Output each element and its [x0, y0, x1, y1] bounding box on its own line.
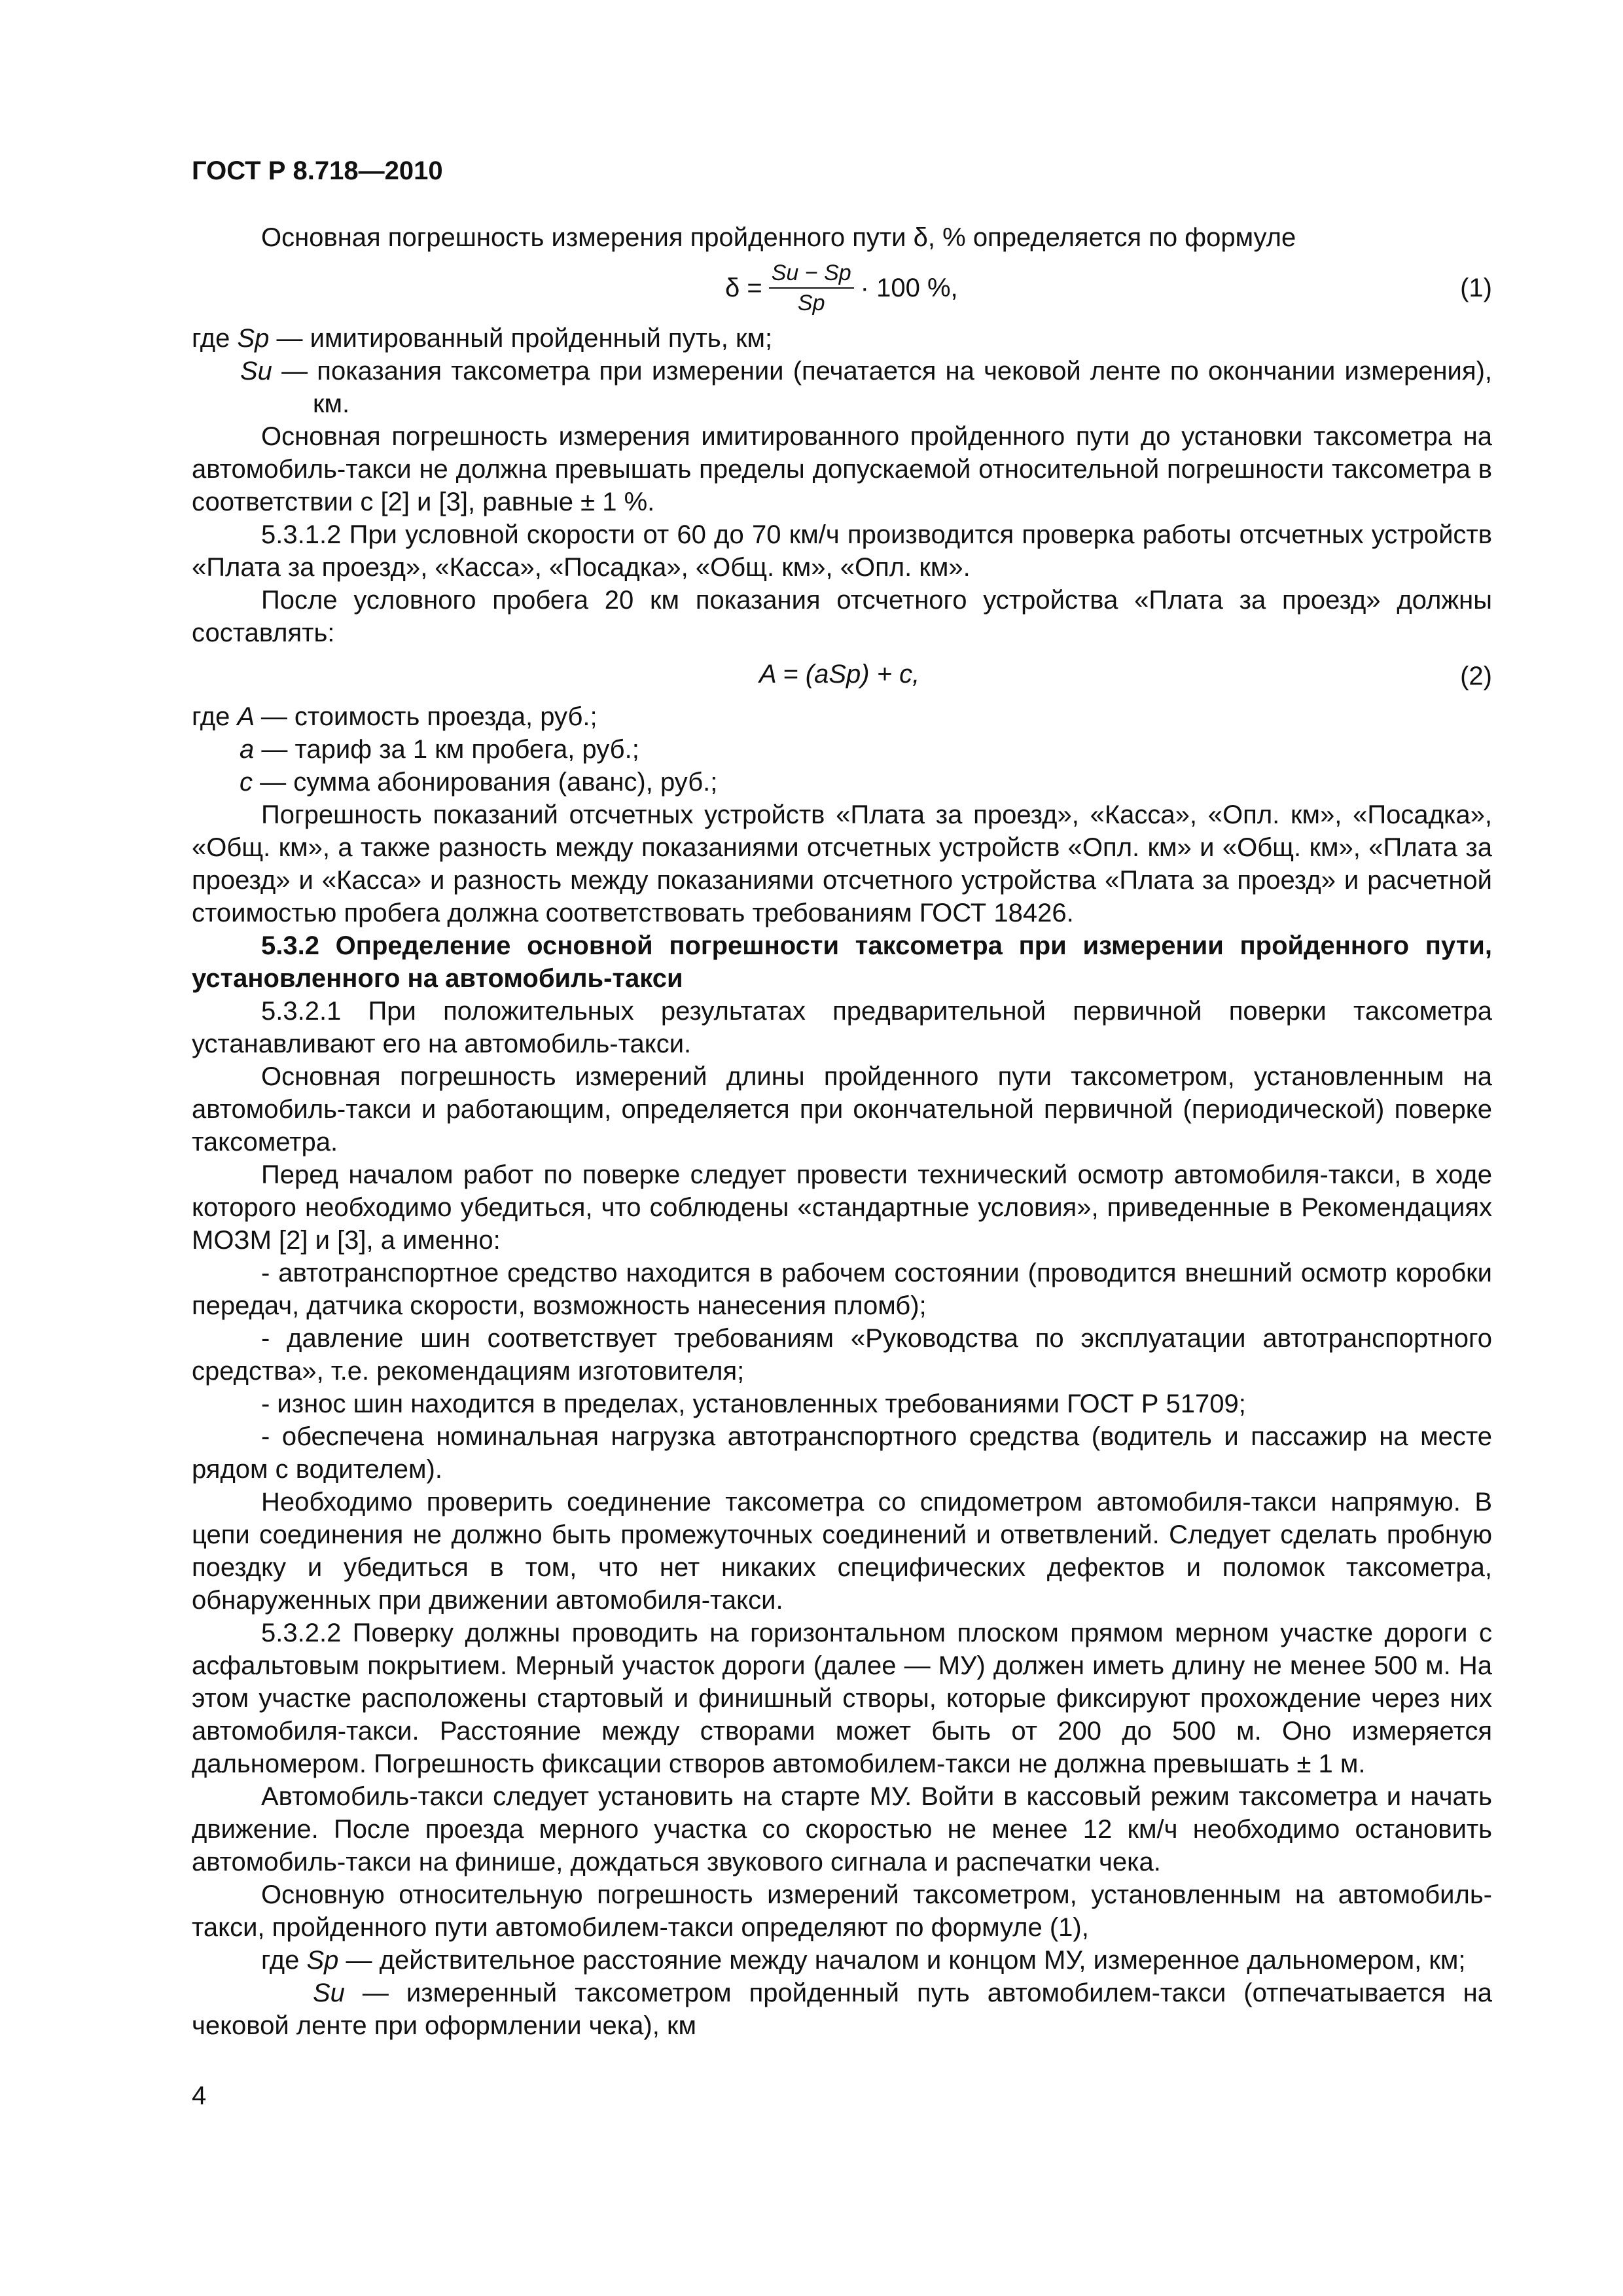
legend-sp-actual: [192, 1944, 1492, 1977]
paragraph: Основную относительную погрешность измерений таксометром, установленным на автомобиль-такси, пройденного пути автомобилем-такси определяют по формуле (1),: [192, 1880, 1492, 1942]
formula-2-number: (2): [1460, 662, 1492, 691]
formula-2: [192, 653, 1492, 695]
legend-b-text: — тариф за 1 км пробега, руб.;: [261, 735, 639, 764]
symbol-a-upper: A: [237, 702, 261, 731]
document-header: ГОСТ Р 8.718—2010: [192, 156, 443, 185]
legend-b: [192, 733, 1492, 766]
paragraph: Основная погрешность измерения имитированного пройденного пути до установки таксометра на автомобиль-такси не должна превышать пределы допускаемой относительной погрешности таксометра в соответствии с [2] и [3], равные ± 1 %.: [192, 422, 1492, 516]
paragraph: Автомобиль-такси следует установить на старте МУ. Войти в кассовый режим таксометра и начать движение. После проезда мерного участка со скоростью не менее 12 км/ч необходимо остановить автомобиль-такси на финише, дождаться звукового сигнала и распечатки чека.: [192, 1782, 1492, 1876]
paragraph: После условного пробега 20 км показания отсчетного устройства «Плата за проезд» должны составлять:: [192, 586, 1492, 647]
legend-su-actual: [192, 1977, 1492, 2042]
list-item: - давление шин соответствует требованиям «Руководства по эксплуатации автотранспортного средства», т.е. рекомендациям изготовителя;: [192, 1324, 1492, 1386]
paragraph: Перед началом работ по поверке следует провести технический осмотр автомобиля-такси, в ходе которого необходимо убедиться, что соблюдены «стандартные условия», приведенные в Рекомендациях МОЗМ [2] и [3], а именно:: [192, 1160, 1492, 1255]
paragraph: 5.3.1.2 При условной скорости от 60 до 70 км/ч производится проверка работы отсчетных устройств «Плата за проезд», «Касса», «Посадка», «Общ. км», «Опл. км».: [192, 520, 1492, 582]
paragraph: 5.3.2.2 Поверку должны проводить на горизонтальном плоском прямом мерном участке дороги с асфальтовым покрытием. Мерный участок дороги (далее — МУ) должен иметь длину не менее 500 м. На этом участке расположены стартовый и финишный створы, которые фиксируют прохождение через них автомобиля-такси. Расстояние между створами может быть от 200 до 500 м. Оно измеряется дальномером. Погрешность фиксации створов автомобилем-такси не должна превышать ± 1 м.: [192, 1619, 1492, 1778]
legend-a: [192, 700, 1492, 733]
paragraph: Основная погрешность измерений длины пройденного пути таксометром, установленным на автомобиль-такси и работающим, определяется при окончательной первичной (периодической) поверке таксометра.: [192, 1062, 1492, 1157]
legend-a-text: — стоимость проезда, руб.;: [260, 702, 597, 731]
formula-2-body: [759, 653, 919, 695]
symbol-c: c: [240, 768, 260, 797]
symbol-sp: Sp: [306, 1946, 346, 1975]
list-item: - обеспечена номинальная нагрузка автотранспортного средства (водитель и пассажир на месте рядом с водителем).: [192, 1422, 1492, 1484]
legend-sp: [192, 322, 1492, 355]
legend-su-text: — показания таксометра при измерении (печатается на чековой ленте по окончании измерения), км.: [281, 357, 1492, 418]
formula-1-denominator: Sp: [797, 291, 825, 315]
where-word: где: [261, 1946, 307, 1975]
formula-1: [192, 255, 1492, 321]
paragraph: Погрешность показаний отсчетных устройств «Плата за проезд», «Касса», «Опл. км», «Посадка», «Общ. км», а также разность между показаниями отсчетных устройств «Опл. км» и «Общ. км», «Плата за проезд» и «Касса» и разность между показаниями отсчетного устройства «Плата за проезд» и расчетной стоимостью пробега должна соответствовать требованиям ГОСТ 18426.: [192, 800, 1492, 927]
legend-c-text: — сумма абонирования (аванс), руб.;: [260, 768, 718, 797]
legend-sp-text: — имитированный пройденный путь, км;: [276, 324, 773, 353]
paragraph: Необходимо проверить соединение таксометра со спидометром автомобиля-такси напрямую. В цепи соединения не должно быть промежуточных соединений и ответвлений. Следует сделать пробную поездку и убедиться в том, что нет никаких специфических дефектов и поломок таксометра, обнаруженных при движении автомобиля-такси.: [192, 1488, 1492, 1615]
formula-1-number: (1): [1460, 274, 1492, 302]
formula-1-legend-repeat: [192, 1944, 1492, 2042]
section-heading-5-3-2: 5.3.2 Определение основной погрешности таксометра при измерении пройденного пути, установленного на автомобиль-такси: [192, 931, 1492, 993]
symbol-a-lower: a: [240, 735, 262, 764]
symbol-su: Su: [240, 357, 282, 386]
page-number: 4: [192, 2081, 207, 2110]
legend-c: [192, 766, 1492, 798]
formula-2-legend: [192, 700, 1492, 798]
list-item: - автотранспортное средство находится в рабочем состоянии (проводится внешний осмотр коробки передач, датчика скорости, возможность нанесения пломб);: [192, 1259, 1492, 1320]
formula-1-numerator: Su − Sp: [769, 260, 854, 289]
list-item: - износ шин находится в пределах, установленных требованиями ГОСТ Р 51709;: [261, 1390, 1246, 1418]
formula-1-legend: [192, 322, 1492, 420]
formula-1-rhs: · 100 %,: [860, 274, 958, 302]
paragraph: 5.3.2.1 При положительных результатах предварительной первичной поверки таксометра устанавливают его на автомобиль-такси.: [192, 997, 1492, 1058]
formula-1-intro: Основная погрешность измерения пройденного пути δ, % определяется по формуле: [261, 223, 1296, 252]
legend-su: [192, 355, 1492, 420]
formula-1-body: [725, 255, 958, 321]
symbol-sp: Sp: [237, 324, 277, 353]
symbol-su: Su: [313, 1979, 363, 2007]
legend-su-actual-text: — измеренный таксометром пройденный путь автомобилем-такси (отпечатывается на чековой ленте при оформлении чека), км: [192, 1979, 1492, 2040]
formula-1-lhs: δ =: [725, 274, 762, 302]
where-word: где: [192, 324, 238, 353]
formula-1-fraction: [769, 260, 854, 316]
where-word: где: [192, 702, 238, 731]
page-content: [192, 154, 1492, 2042]
formula-2-expression: A = (aSp) + c,: [759, 660, 920, 689]
legend-sp-actual-text: — действительное расстояние между началом и концом МУ, измеренное дальномером, км;: [346, 1946, 1466, 1975]
